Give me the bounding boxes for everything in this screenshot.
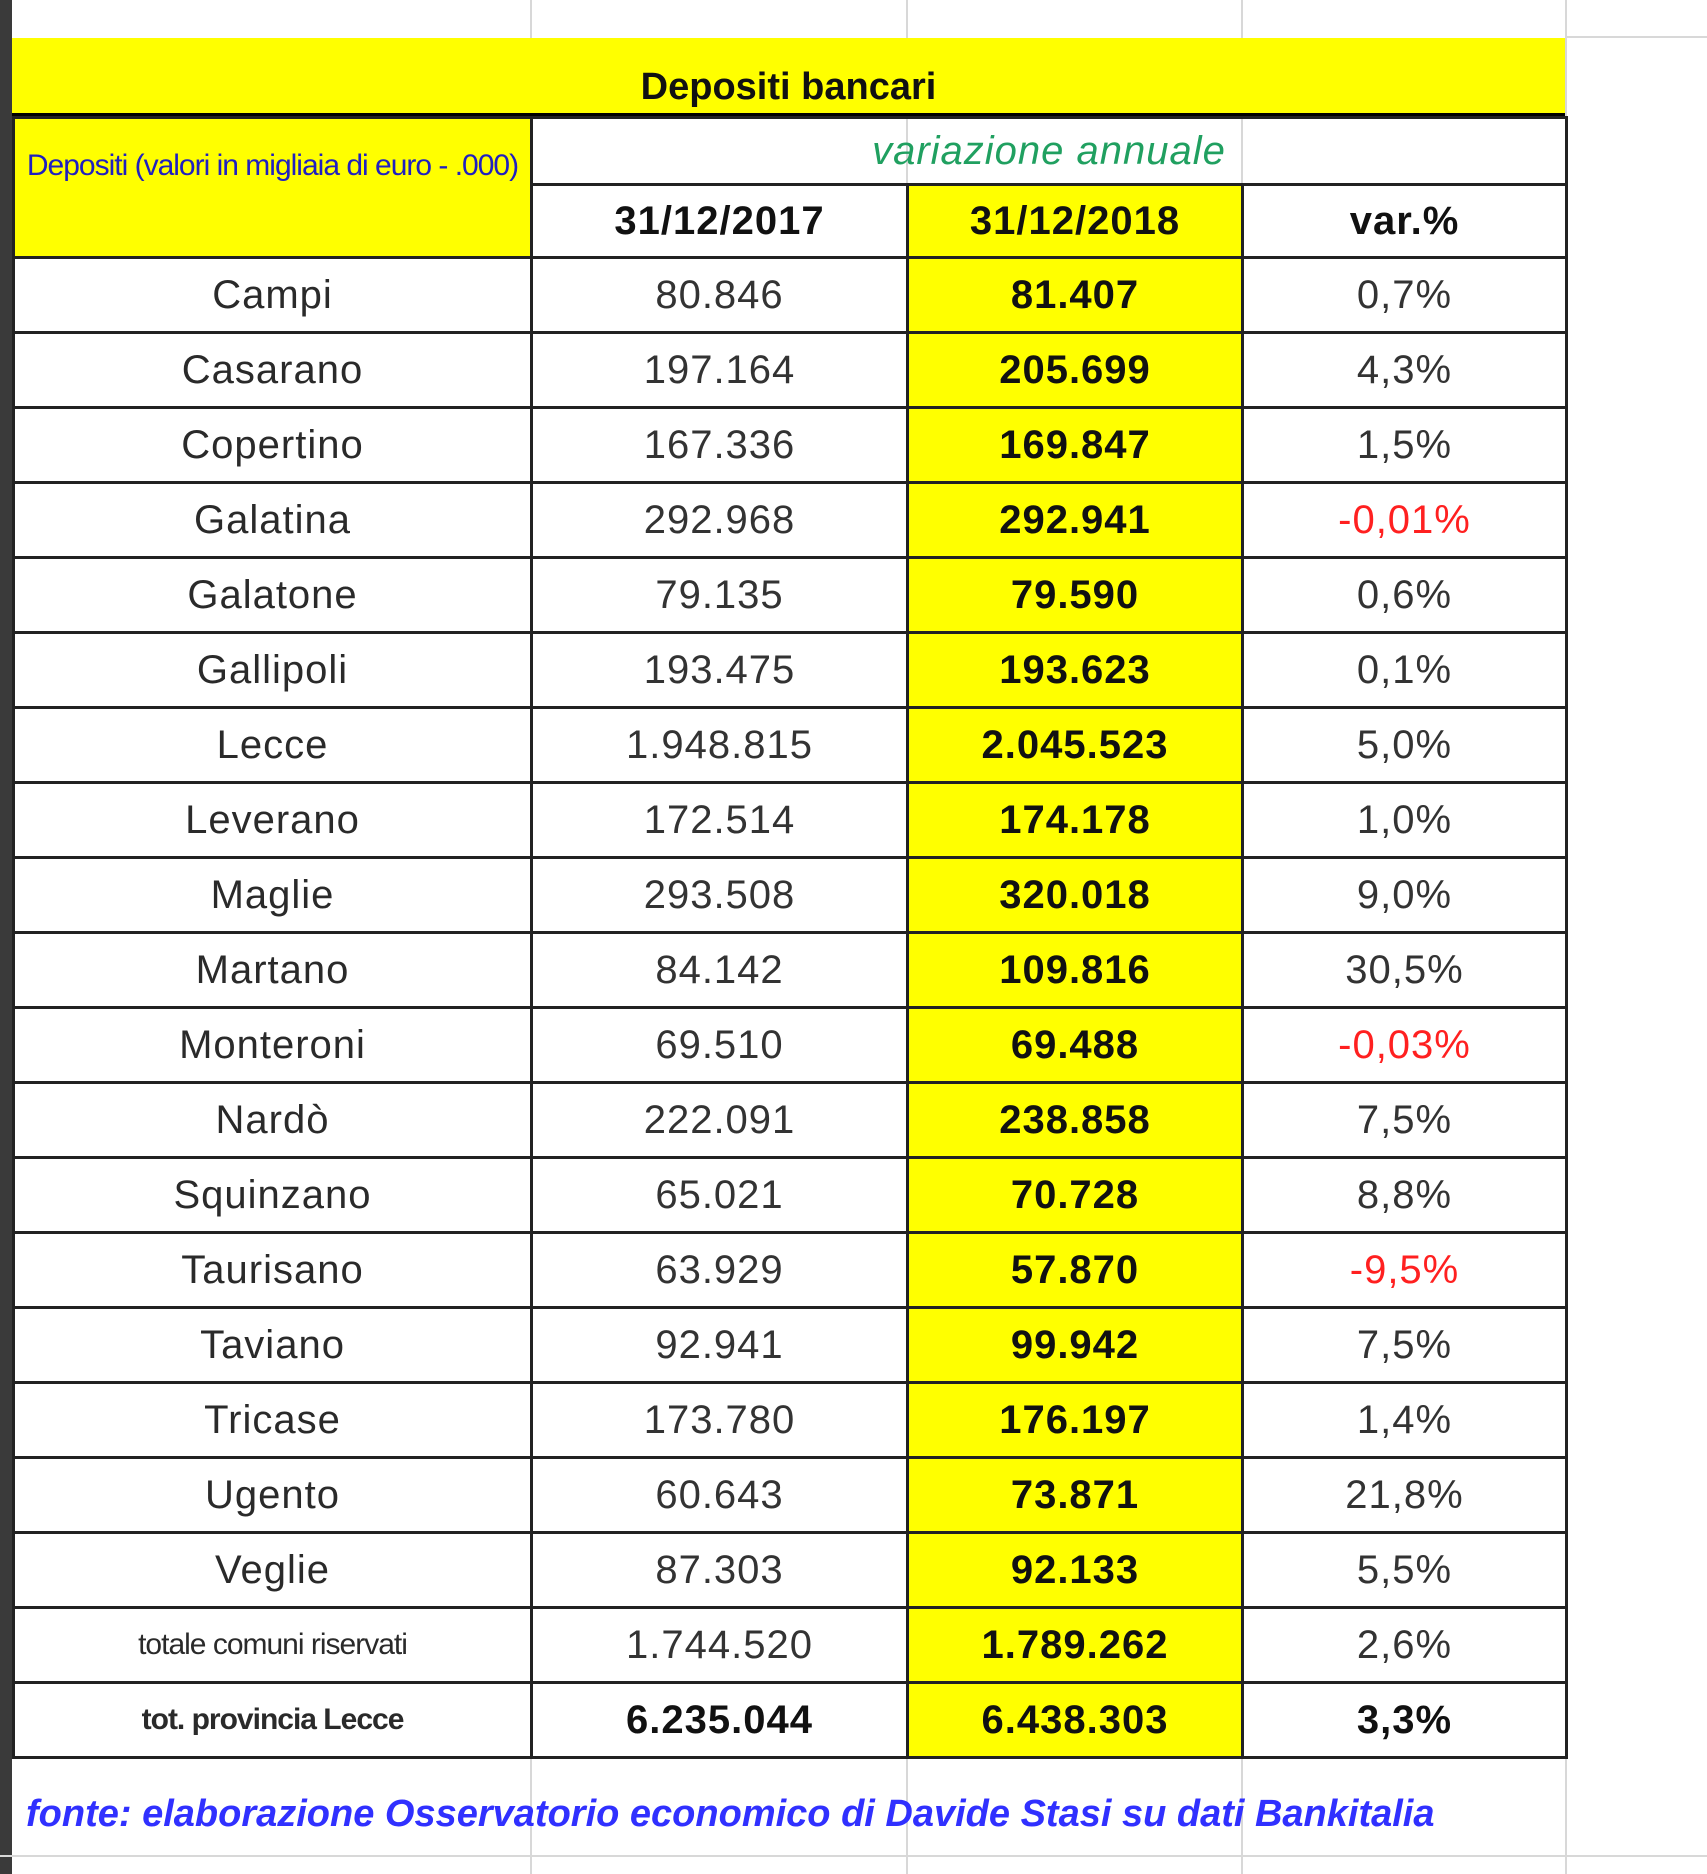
table-row (14, 1458, 1567, 1533)
value-2017: 87.303 (532, 1533, 908, 1608)
table-row (14, 858, 1567, 933)
municipality-name: Veglie (14, 1533, 532, 1608)
value-2017: 60.643 (532, 1458, 908, 1533)
value-2018: 69.488 (908, 1008, 1243, 1083)
value-2018: 174.178 (908, 783, 1243, 858)
variation-pct: 0,1% (1243, 633, 1567, 708)
header-var-pct: var.% (1243, 185, 1567, 258)
variation-pct: 5,5% (1243, 1533, 1567, 1608)
value-2017: 167.336 (532, 408, 908, 483)
municipality-name: Taurisano (14, 1233, 532, 1308)
value-2017: 293.508 (532, 858, 908, 933)
value-2018: 92.133 (908, 1533, 1243, 1608)
municipality-name: Nardò (14, 1083, 532, 1158)
municipality-name: Taviano (14, 1308, 532, 1383)
value-2018: 205.699 (908, 333, 1243, 408)
municipality-name: Tricase (14, 1383, 532, 1458)
deposits-table-block (12, 38, 1565, 1759)
table-row (14, 558, 1567, 633)
variation-pct: 30,5% (1243, 933, 1567, 1008)
table-row (14, 333, 1567, 408)
value-2017: 173.780 (532, 1383, 908, 1458)
variation-pct: 21,8% (1243, 1458, 1567, 1533)
variation-pct: 7,5% (1243, 1308, 1567, 1383)
variation-pct: 2,6% (1243, 1608, 1567, 1683)
table-row (14, 258, 1567, 333)
table-title: Depositi bancari (12, 38, 1565, 116)
value-2018: 169.847 (908, 408, 1243, 483)
value-2018: 81.407 (908, 258, 1243, 333)
value-2017: 69.510 (532, 1008, 908, 1083)
municipality-name: Leverano (14, 783, 532, 858)
table-row (14, 633, 1567, 708)
value-2017: 79.135 (532, 558, 908, 633)
variation-pct: 0,7% (1243, 258, 1567, 333)
municipality-name: Gallipoli (14, 633, 532, 708)
table-row (14, 1383, 1567, 1458)
total-row (14, 1683, 1567, 1758)
value-2017: 80.846 (532, 258, 908, 333)
value-2017: 84.142 (532, 933, 908, 1008)
variation-pct: 0,6% (1243, 558, 1567, 633)
municipality-name: Galatina (14, 483, 532, 558)
table-row (14, 1158, 1567, 1233)
sheet-left-edge (0, 0, 12, 1874)
municipality-name: Martano (14, 933, 532, 1008)
municipality-name: tot. provincia Lecce (14, 1683, 532, 1758)
total-row (14, 1608, 1567, 1683)
municipality-name: Campi (14, 258, 532, 333)
table-row (14, 708, 1567, 783)
variation-pct: -0,03% (1243, 1008, 1567, 1083)
header-2017: 31/12/2017 (532, 185, 908, 258)
value-2018: 292.941 (908, 483, 1243, 558)
variation-pct: 5,0% (1243, 708, 1567, 783)
deposits-table (12, 116, 1568, 1759)
municipality-name: Casarano (14, 333, 532, 408)
header-annual-variation: variazione annuale (532, 118, 1567, 185)
source-note: fonte: elaborazione Osservatorio economico di Davide Stasi su dati Bankitalia (26, 1793, 1435, 1835)
table-row (14, 483, 1567, 558)
header-2018: 31/12/2018 (908, 185, 1243, 258)
municipality-name: Lecce (14, 708, 532, 783)
value-2017: 65.021 (532, 1158, 908, 1233)
variation-pct: 7,5% (1243, 1083, 1567, 1158)
variation-pct: 1,0% (1243, 783, 1567, 858)
table-row (14, 783, 1567, 858)
value-2018: 176.197 (908, 1383, 1243, 1458)
variation-pct: -9,5% (1243, 1233, 1567, 1308)
variation-pct: 8,8% (1243, 1158, 1567, 1233)
variation-pct: 9,0% (1243, 858, 1567, 933)
value-2018: 79.590 (908, 558, 1243, 633)
value-2018: 109.816 (908, 933, 1243, 1008)
value-2018: 2.045.523 (908, 708, 1243, 783)
value-2018: 57.870 (908, 1233, 1243, 1308)
value-2017: 193.475 (532, 633, 908, 708)
value-2017: 172.514 (532, 783, 908, 858)
table-row (14, 1308, 1567, 1383)
value-2018: 1.789.262 (908, 1608, 1243, 1683)
value-2017: 222.091 (532, 1083, 908, 1158)
value-2017: 63.929 (532, 1233, 908, 1308)
header-values-label: Depositi (valori in migliaia di euro - .000) (14, 118, 532, 258)
value-2017: 292.968 (532, 483, 908, 558)
table-row (14, 1533, 1567, 1608)
variation-pct: 1,5% (1243, 408, 1567, 483)
municipality-name: Maglie (14, 858, 532, 933)
value-2018: 193.623 (908, 633, 1243, 708)
value-2018: 70.728 (908, 1158, 1243, 1233)
table-row (14, 408, 1567, 483)
table-row (14, 1008, 1567, 1083)
value-2017: 6.235.044 (532, 1683, 908, 1758)
value-2018: 238.858 (908, 1083, 1243, 1158)
value-2018: 6.438.303 (908, 1683, 1243, 1758)
variation-pct: 3,3% (1243, 1683, 1567, 1758)
variation-pct: -0,01% (1243, 483, 1567, 558)
municipality-name: Galatone (14, 558, 532, 633)
municipality-name: Copertino (14, 408, 532, 483)
table-row (14, 933, 1567, 1008)
variation-pct: 4,3% (1243, 333, 1567, 408)
value-2017: 197.164 (532, 333, 908, 408)
value-2018: 73.871 (908, 1458, 1243, 1533)
municipality-name: totale comuni riservati (14, 1608, 532, 1683)
value-2018: 99.942 (908, 1308, 1243, 1383)
municipality-name: Monteroni (14, 1008, 532, 1083)
municipality-name: Squinzano (14, 1158, 532, 1233)
municipality-name: Ugento (14, 1458, 532, 1533)
table-row (14, 1083, 1567, 1158)
value-2017: 92.941 (532, 1308, 908, 1383)
table-row (14, 1233, 1567, 1308)
variation-pct: 1,4% (1243, 1383, 1567, 1458)
value-2017: 1.948.815 (532, 708, 908, 783)
value-2017: 1.744.520 (532, 1608, 908, 1683)
value-2018: 320.018 (908, 858, 1243, 933)
header-row (14, 118, 1567, 185)
